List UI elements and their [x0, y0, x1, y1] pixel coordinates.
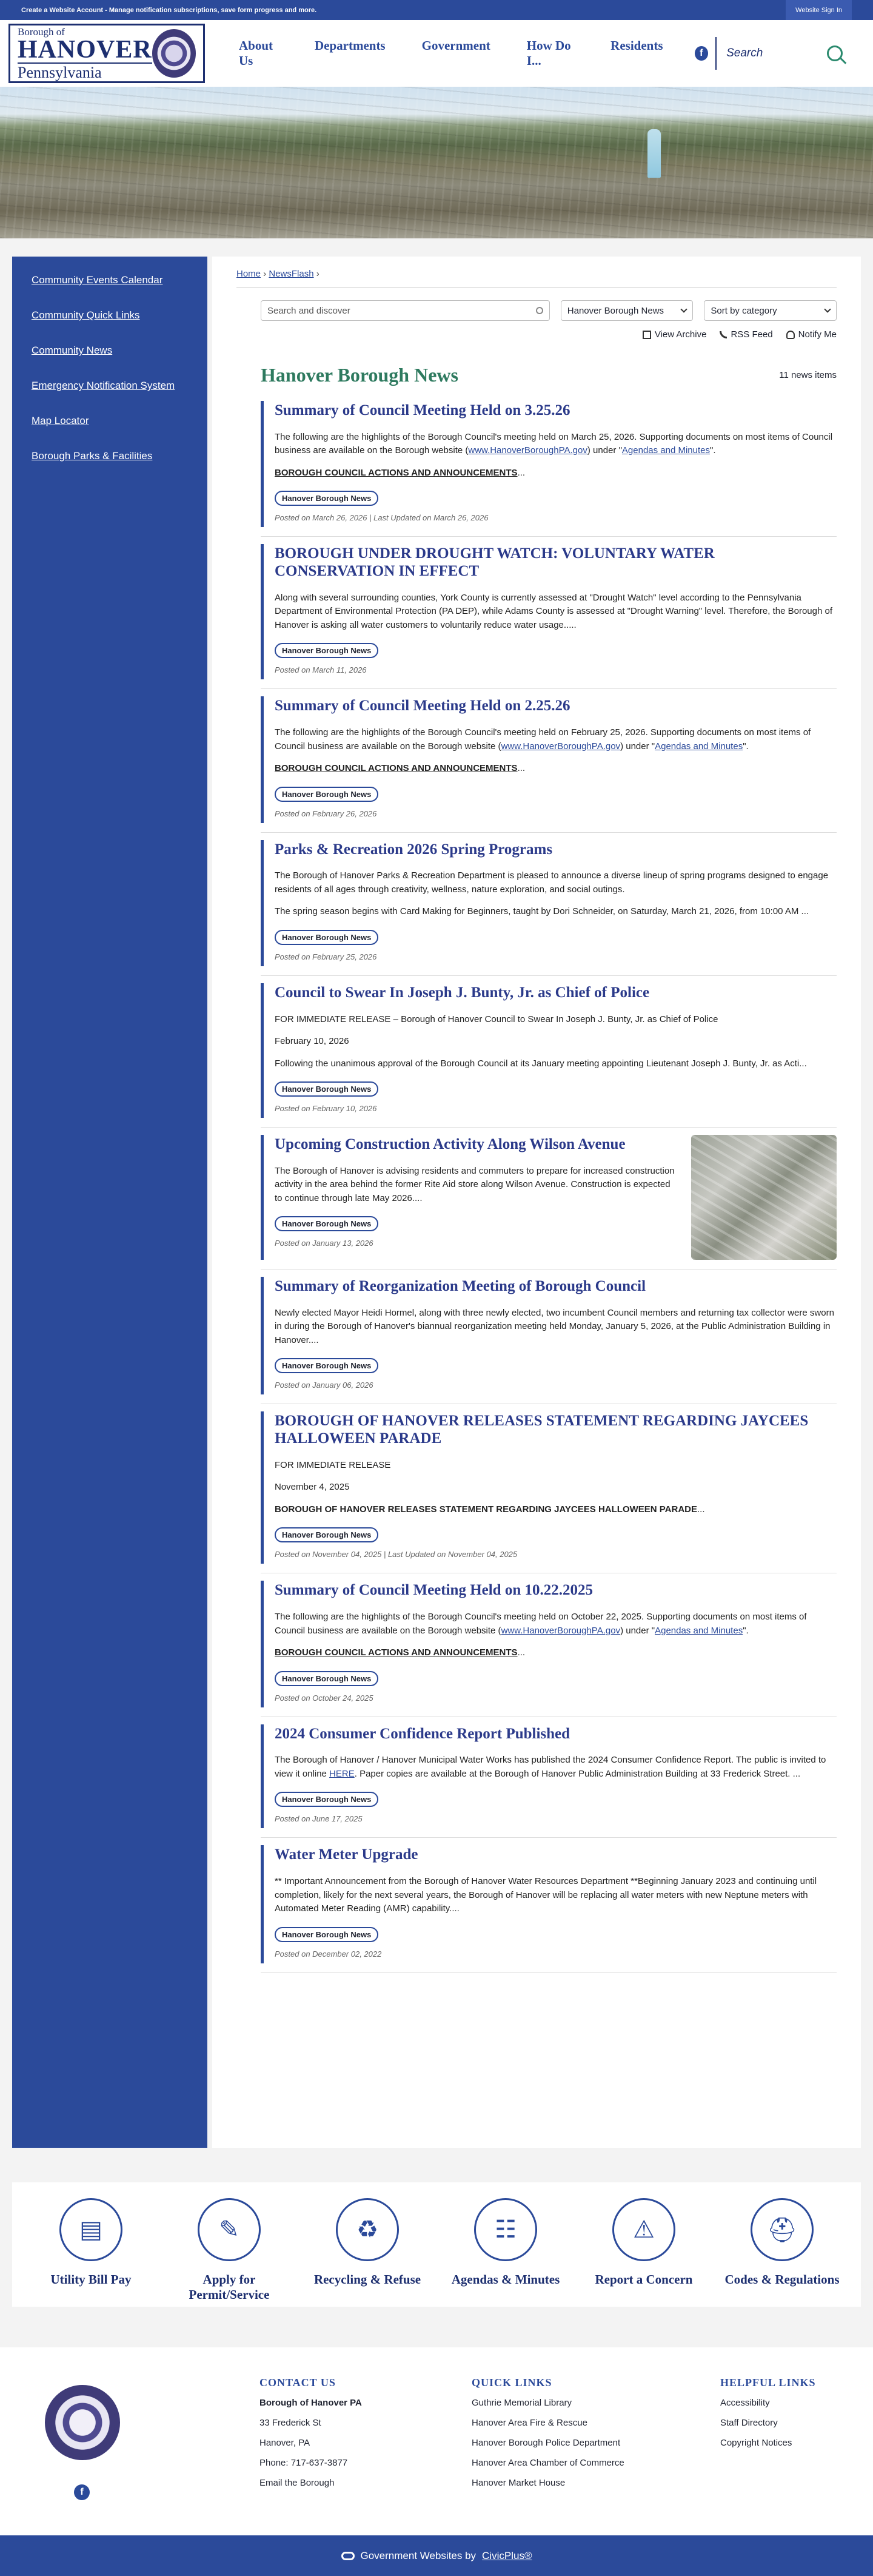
- report-here-link[interactable]: HERE: [329, 1768, 355, 1779]
- logo-line-2: HANOVER: [18, 35, 152, 64]
- news-search-input[interactable]: [261, 300, 550, 321]
- news-item: [261, 544, 837, 679]
- news-item-summary-2: Following the unanimous approval of the Borough Council at its January meeting appointing Lieutenant Joseph J. Bunty, Jr. as Acti...: [275, 1058, 807, 1069]
- footer-email-link[interactable]: Email the Borough: [259, 2478, 335, 2489]
- borough-website-link[interactable]: www.HanoverBoroughPA.gov: [501, 741, 621, 752]
- permit-icon: ✎: [198, 2198, 261, 2261]
- site-header: [0, 20, 873, 87]
- news-item: [261, 1277, 837, 1394]
- news-item-heading-text: BOROUGH COUNCIL ACTIONS AND ANNOUNCEMENTS: [275, 467, 518, 478]
- posted-date: Posted on October 24, 2025: [275, 1693, 373, 1703]
- notify-me-link[interactable]: [786, 329, 837, 340]
- quicklink-codes-regulations[interactable]: [721, 2198, 843, 2307]
- posted-date: Posted on June 17, 2025: [275, 1814, 363, 1824]
- news-item: [261, 401, 837, 527]
- news-item-title[interactable]: Parks & Recreation 2026 Spring Programs: [275, 841, 553, 858]
- posted-date: Posted on February 10, 2026: [275, 1104, 377, 1113]
- sidebar-item-events-calendar[interactable]: Community Events Calendar: [32, 274, 163, 286]
- quicklink-report-concern[interactable]: [583, 2198, 704, 2307]
- news-filters: [261, 300, 837, 321]
- news-item-summary: The Borough of Hanover Parks & Recreation Department is pleased to announce a diverse lineup of spring programs designed to engage residents of all ages through creativity, wellness, nature exploration, and social outings.: [275, 870, 829, 895]
- borough-website-link[interactable]: www.HanoverBoroughPA.gov: [468, 445, 587, 456]
- news-item-summary: The Borough of Hanover / Hanover Municipal Water Works has published the 2024 Consumer Confidence Report. The public is invited to view it online: [275, 1755, 826, 1779]
- chevron-down-icon: [824, 306, 831, 312]
- summary-text: ) under ": [620, 741, 655, 752]
- footer-link[interactable]: Copyright Notices: [720, 2438, 792, 2449]
- hero-aerial-image: [0, 87, 873, 238]
- agendas-minutes-link[interactable]: Agendas and Minutes: [655, 741, 743, 752]
- civicplus-icon: [341, 2552, 355, 2560]
- sidebar: [12, 257, 207, 2148]
- news-item: [261, 1135, 837, 1260]
- posted-date: Posted on November 04, 2025 | Last Updated on November 04, 2025: [275, 1550, 518, 1559]
- news-item-summary: The following are the highlights of the Borough Council's meeting held on February 25, 2026. Supporting documents on most items of Council business are available on the Borough website (: [275, 727, 811, 752]
- quicklink-label: Apply for Permit/Service: [189, 2272, 270, 2302]
- breadcrumb-newsflash[interactable]: NewsFlash: [269, 269, 314, 279]
- category-badge[interactable]: Hanover Borough News: [275, 1358, 378, 1373]
- summary-text: . Paper copies are available at the Borough of Hanover Public Administration Building at 33 Frederick Street. ...: [354, 1768, 801, 1779]
- posted-date: Posted on December 02, 2022: [275, 1949, 382, 1959]
- news-header: [261, 364, 837, 386]
- agendas-minutes-link[interactable]: Agendas and Minutes: [621, 445, 711, 456]
- news-tools: [236, 329, 837, 340]
- concern-icon: ⚠: [612, 2198, 675, 2261]
- news-search-placeholder: Search and discover: [267, 305, 350, 316]
- news-item-summary: FOR IMMEDIATE RELEASE: [275, 1459, 391, 1470]
- nav-residents[interactable]: Residents: [610, 38, 663, 53]
- posted-date: Posted on February 26, 2026: [275, 809, 377, 818]
- facebook-icon[interactable]: f: [695, 46, 709, 61]
- nav-departments[interactable]: Departments: [314, 38, 386, 53]
- quicklink-label: Recycling & Refuse: [313, 2272, 421, 2287]
- logo-line-3: Pennsylvania: [18, 62, 152, 81]
- news-item-title[interactable]: 2024 Consumer Confidence Report Published: [275, 1725, 570, 1742]
- ellipsis: ...: [517, 763, 526, 773]
- recycle-icon: ♻: [336, 2198, 399, 2261]
- bill-icon: ▤: [59, 2198, 122, 2261]
- footer-link[interactable]: Guthrie Memorial Library: [472, 2398, 572, 2409]
- category-badge[interactable]: Hanover Borough News: [275, 930, 378, 945]
- footer-address-1: 33 Frederick St: [259, 2418, 321, 2429]
- news-item-date-line: November 4, 2025: [275, 1482, 350, 1493]
- posted-date: Posted on March 11, 2026: [275, 665, 367, 675]
- news-item: [261, 983, 837, 1118]
- sidebar-item-parks-facilities[interactable]: Borough Parks & Facilities: [32, 450, 153, 462]
- posted-date: Posted on January 13, 2026: [275, 1239, 373, 1248]
- ellipsis: ...: [517, 1647, 526, 1658]
- footer-link[interactable]: Staff Directory: [720, 2418, 778, 2429]
- rss-feed-link[interactable]: [720, 329, 772, 340]
- footer-link[interactable]: Hanover Area Chamber of Commerce: [472, 2458, 624, 2469]
- news-item-title[interactable]: Summary of Reorganization Meeting of Borough Council: [275, 1278, 646, 1294]
- news-item-title[interactable]: Summary of Council Meeting Held on 10.22.2025: [275, 1582, 593, 1599]
- sidebar-item-quick-links[interactable]: Community Quick Links: [32, 309, 140, 321]
- search-input[interactable]: Search: [726, 47, 763, 59]
- main-navigation: [239, 38, 663, 69]
- quicklink-utility-bill-pay[interactable]: [30, 2198, 152, 2307]
- category-badge[interactable]: Hanover Borough News: [275, 491, 378, 506]
- footer-org-name: Borough of Hanover PA: [259, 2398, 362, 2409]
- website-sign-in-button[interactable]: Website Sign In: [786, 0, 852, 20]
- main-content: [212, 257, 861, 2148]
- quicklink-agendas-minutes[interactable]: [445, 2198, 566, 2307]
- news-item-title[interactable]: Summary of Council Meeting Held on 2.25.26: [275, 698, 570, 715]
- news-item-date-line: February 10, 2026: [275, 1036, 349, 1046]
- quicklink-label: Codes & Regulations: [724, 2272, 840, 2287]
- quicklink-apply-permit[interactable]: [169, 2198, 290, 2307]
- footer-contact: [259, 2375, 362, 2493]
- news-item: [261, 1724, 837, 1829]
- page-title: Hanover Borough News: [261, 364, 458, 386]
- footer-link[interactable]: Accessibility: [720, 2398, 770, 2409]
- breadcrumb: Home › NewsFlash ›: [236, 269, 319, 279]
- category-badge[interactable]: Hanover Borough News: [275, 643, 378, 658]
- hardhat-icon: ⛑: [751, 2198, 814, 2261]
- footer-helpful-links: [720, 2375, 816, 2453]
- chevron-down-icon: [681, 306, 687, 312]
- footer-heading: CONTACT US: [259, 2376, 336, 2389]
- footer-heading: HELPFUL LINKS: [720, 2376, 816, 2389]
- category-select[interactable]: [561, 300, 694, 321]
- copyright-bar: [0, 2535, 873, 2576]
- sidebar-item-emergency-notification[interactable]: Emergency Notification System: [32, 380, 175, 392]
- sidebar-item-map-locator[interactable]: Map Locator: [32, 415, 89, 427]
- footer-link[interactable]: Hanover Borough Police Department: [472, 2438, 621, 2449]
- footer-quick-links: [472, 2375, 624, 2493]
- water-tower-shape: [647, 129, 661, 178]
- summary-text: ".: [743, 1625, 749, 1636]
- footer-link[interactable]: Hanover Market House: [472, 2478, 566, 2489]
- view-archive-link[interactable]: [643, 329, 707, 340]
- news-item-heading-text: BOROUGH COUNCIL ACTIONS AND ANNOUNCEMENTS: [275, 763, 518, 773]
- posted-date: Posted on March 26, 2026 | Last Updated on March 26, 2026: [275, 513, 489, 523]
- summary-text: ".: [743, 741, 749, 752]
- create-account-notice[interactable]: Create a Website Account - Manage notification subscriptions, save form progress and more.: [21, 6, 317, 14]
- summary-text: ".: [710, 445, 716, 456]
- nav-about-us[interactable]: About Us: [239, 38, 273, 68]
- agendas-minutes-link[interactable]: Agendas and Minutes: [655, 1625, 743, 1636]
- top-utility-bar: [0, 0, 873, 20]
- category-badge[interactable]: Hanover Borough News: [275, 1792, 378, 1807]
- nav-how-do-i[interactable]: How Do I...: [526, 38, 571, 68]
- news-item-count: 11 news items: [779, 370, 837, 380]
- breadcrumb-home[interactable]: Home: [236, 269, 261, 279]
- news-item-summary: FOR IMMEDIATE RELEASE – Borough of Hanover Council to Swear In Joseph J. Bunty, Jr. as Chief of Police: [275, 1014, 718, 1024]
- agenda-icon: ☷: [474, 2198, 537, 2261]
- news-item-title[interactable]: BOROUGH OF HANOVER RELEASES STATEMENT REGARDING JAYCEES HALLOWEEN PARADE: [275, 1413, 809, 1447]
- nav-government[interactable]: Government: [421, 38, 490, 53]
- news-item-summary-2: The spring season begins with Card Making for Beginners, taught by Dori Schneider, on Saturday, March 21, 2026, from 10:00 AM ...: [275, 906, 809, 917]
- borough-logo[interactable]: [8, 24, 205, 83]
- news-item: [261, 1581, 837, 1707]
- rss-icon: [720, 331, 727, 338]
- posted-date: Posted on February 25, 2026: [275, 952, 377, 961]
- sort-select[interactable]: [704, 300, 837, 321]
- news-item-summary: Along with several surrounding counties, York County is currently assessed at "Drought Watch" level according to the Pennsylvania Department of Environmental Protection (PA DEP), while Adams County is assessed at "Drought Warning" level. Therefore, the Borough of Hanover is asking all water customers to voluntarily reduce water usage.....: [275, 592, 832, 630]
- news-item-heading-text: BOROUGH OF HANOVER RELEASES STATEMENT REGARDING JAYCEES HALLOWEEN PARADE: [275, 1504, 698, 1515]
- news-item-summary: The following are the highlights of the Borough Council's meeting held on October 22, 2025. Supporting documents on most items of Council business are available on the Borough website (: [275, 1612, 807, 1636]
- news-item: [261, 1411, 837, 1564]
- category-badge[interactable]: Hanover Borough News: [275, 1671, 378, 1686]
- news-item-summary: Newly elected Mayor Heidi Hormel, along with three newly elected, two incumbent Council members and returning tax collector were sworn in during the Borough of Hanover's biannual reorganization meeting held Monday, January 5, 2026, at the Public Administration Building in Hanover....: [275, 1307, 834, 1345]
- news-item-summary: The following are the highlights of the Borough Council's meeting held on March 25, 2026. Supporting documents on most items of Council business are available on the Borough website (: [275, 431, 833, 456]
- ellipsis: ...: [697, 1504, 705, 1515]
- quicklink-label: Agendas & Minutes: [451, 2272, 560, 2287]
- category-badge[interactable]: Hanover Borough News: [275, 1527, 378, 1542]
- borough-website-link[interactable]: www.HanoverBoroughPA.gov: [501, 1625, 621, 1636]
- borough-seal-icon: [45, 2385, 120, 2460]
- archive-icon: [643, 331, 651, 339]
- news-item: [261, 696, 837, 822]
- news-item-title[interactable]: Summary of Council Meeting Held on 3.25.26: [275, 402, 570, 419]
- bell-icon: [786, 331, 795, 339]
- civicplus-link[interactable]: CivicPlus®: [482, 2549, 532, 2561]
- view-archive-label: View Archive: [654, 329, 707, 340]
- category-badge[interactable]: Hanover Borough News: [275, 1216, 378, 1231]
- news-item: [261, 840, 837, 966]
- news-item-title[interactable]: Water Meter Upgrade: [275, 1846, 418, 1863]
- search-icon[interactable]: [536, 307, 543, 314]
- quicklink-recycling[interactable]: [307, 2198, 428, 2307]
- footer-link[interactable]: Hanover Area Fire & Rescue: [472, 2418, 587, 2429]
- category-select-value: Hanover Borough News: [567, 305, 664, 316]
- posted-date: Posted on January 06, 2026: [275, 1380, 373, 1390]
- category-badge[interactable]: Hanover Borough News: [275, 787, 378, 802]
- facebook-icon[interactable]: f: [74, 2484, 90, 2500]
- borough-seal-icon: [152, 29, 196, 78]
- sort-select-value: Sort by category: [711, 305, 777, 316]
- credit-text: Government Websites by: [360, 2549, 477, 2561]
- footer-phone: Phone: 717-637-3877: [259, 2458, 348, 2469]
- rss-feed-label: RSS Feed: [731, 329, 773, 340]
- quicklink-label: Utility Bill Pay: [50, 2272, 132, 2287]
- news-item: [261, 1845, 837, 1963]
- site-footer: [0, 2347, 873, 2535]
- notify-me-label: Notify Me: [798, 329, 837, 340]
- sidebar-item-community-news[interactable]: Community News: [32, 345, 113, 357]
- news-item-title[interactable]: Upcoming Construction Activity Along Wilson Avenue: [275, 1136, 626, 1152]
- footer-address-2: Hanover, PA: [259, 2438, 310, 2449]
- summary-text: ) under ": [587, 445, 622, 456]
- ellipsis: ...: [517, 467, 526, 478]
- quicklink-label: Report a Concern: [595, 2272, 693, 2287]
- news-item-summary: ** Important Announcement from the Borough of Hanover Water Resources Department **Beginning January 2023 and continuing until completion, likely for the next several years, the Borough of Hanover will be replacing all water meters with new Neptune meters with Automated Meter Reading (AMR) capability....: [275, 1876, 817, 1914]
- construction-aerial-thumbnail[interactable]: [691, 1135, 837, 1260]
- quick-links-band: [12, 2182, 861, 2307]
- search-icon[interactable]: [827, 45, 843, 61]
- site-search[interactable]: [715, 37, 865, 70]
- footer-heading: QUICK LINKS: [472, 2376, 552, 2389]
- category-badge[interactable]: Hanover Borough News: [275, 1927, 378, 1942]
- news-item-summary: The Borough of Hanover is advising residents and commuters to prepare for increased construction activity in the area behind the former Rite Aid store along Wilson Avenue. Construction is expected to continue through late May 2026....: [275, 1165, 675, 1203]
- category-badge[interactable]: Hanover Borough News: [275, 1081, 378, 1097]
- summary-text: ) under ": [620, 1625, 655, 1636]
- news-item-title[interactable]: BOROUGH UNDER DROUGHT WATCH: VOLUNTARY WATER CONSERVATION IN EFFECT: [275, 545, 715, 579]
- news-item-heading-text: BOROUGH COUNCIL ACTIONS AND ANNOUNCEMENTS: [275, 1647, 518, 1658]
- logo-line-1: Borough of: [18, 25, 65, 38]
- news-item-title[interactable]: Council to Swear In Joseph J. Bunty, Jr. as Chief of Police: [275, 984, 650, 1001]
